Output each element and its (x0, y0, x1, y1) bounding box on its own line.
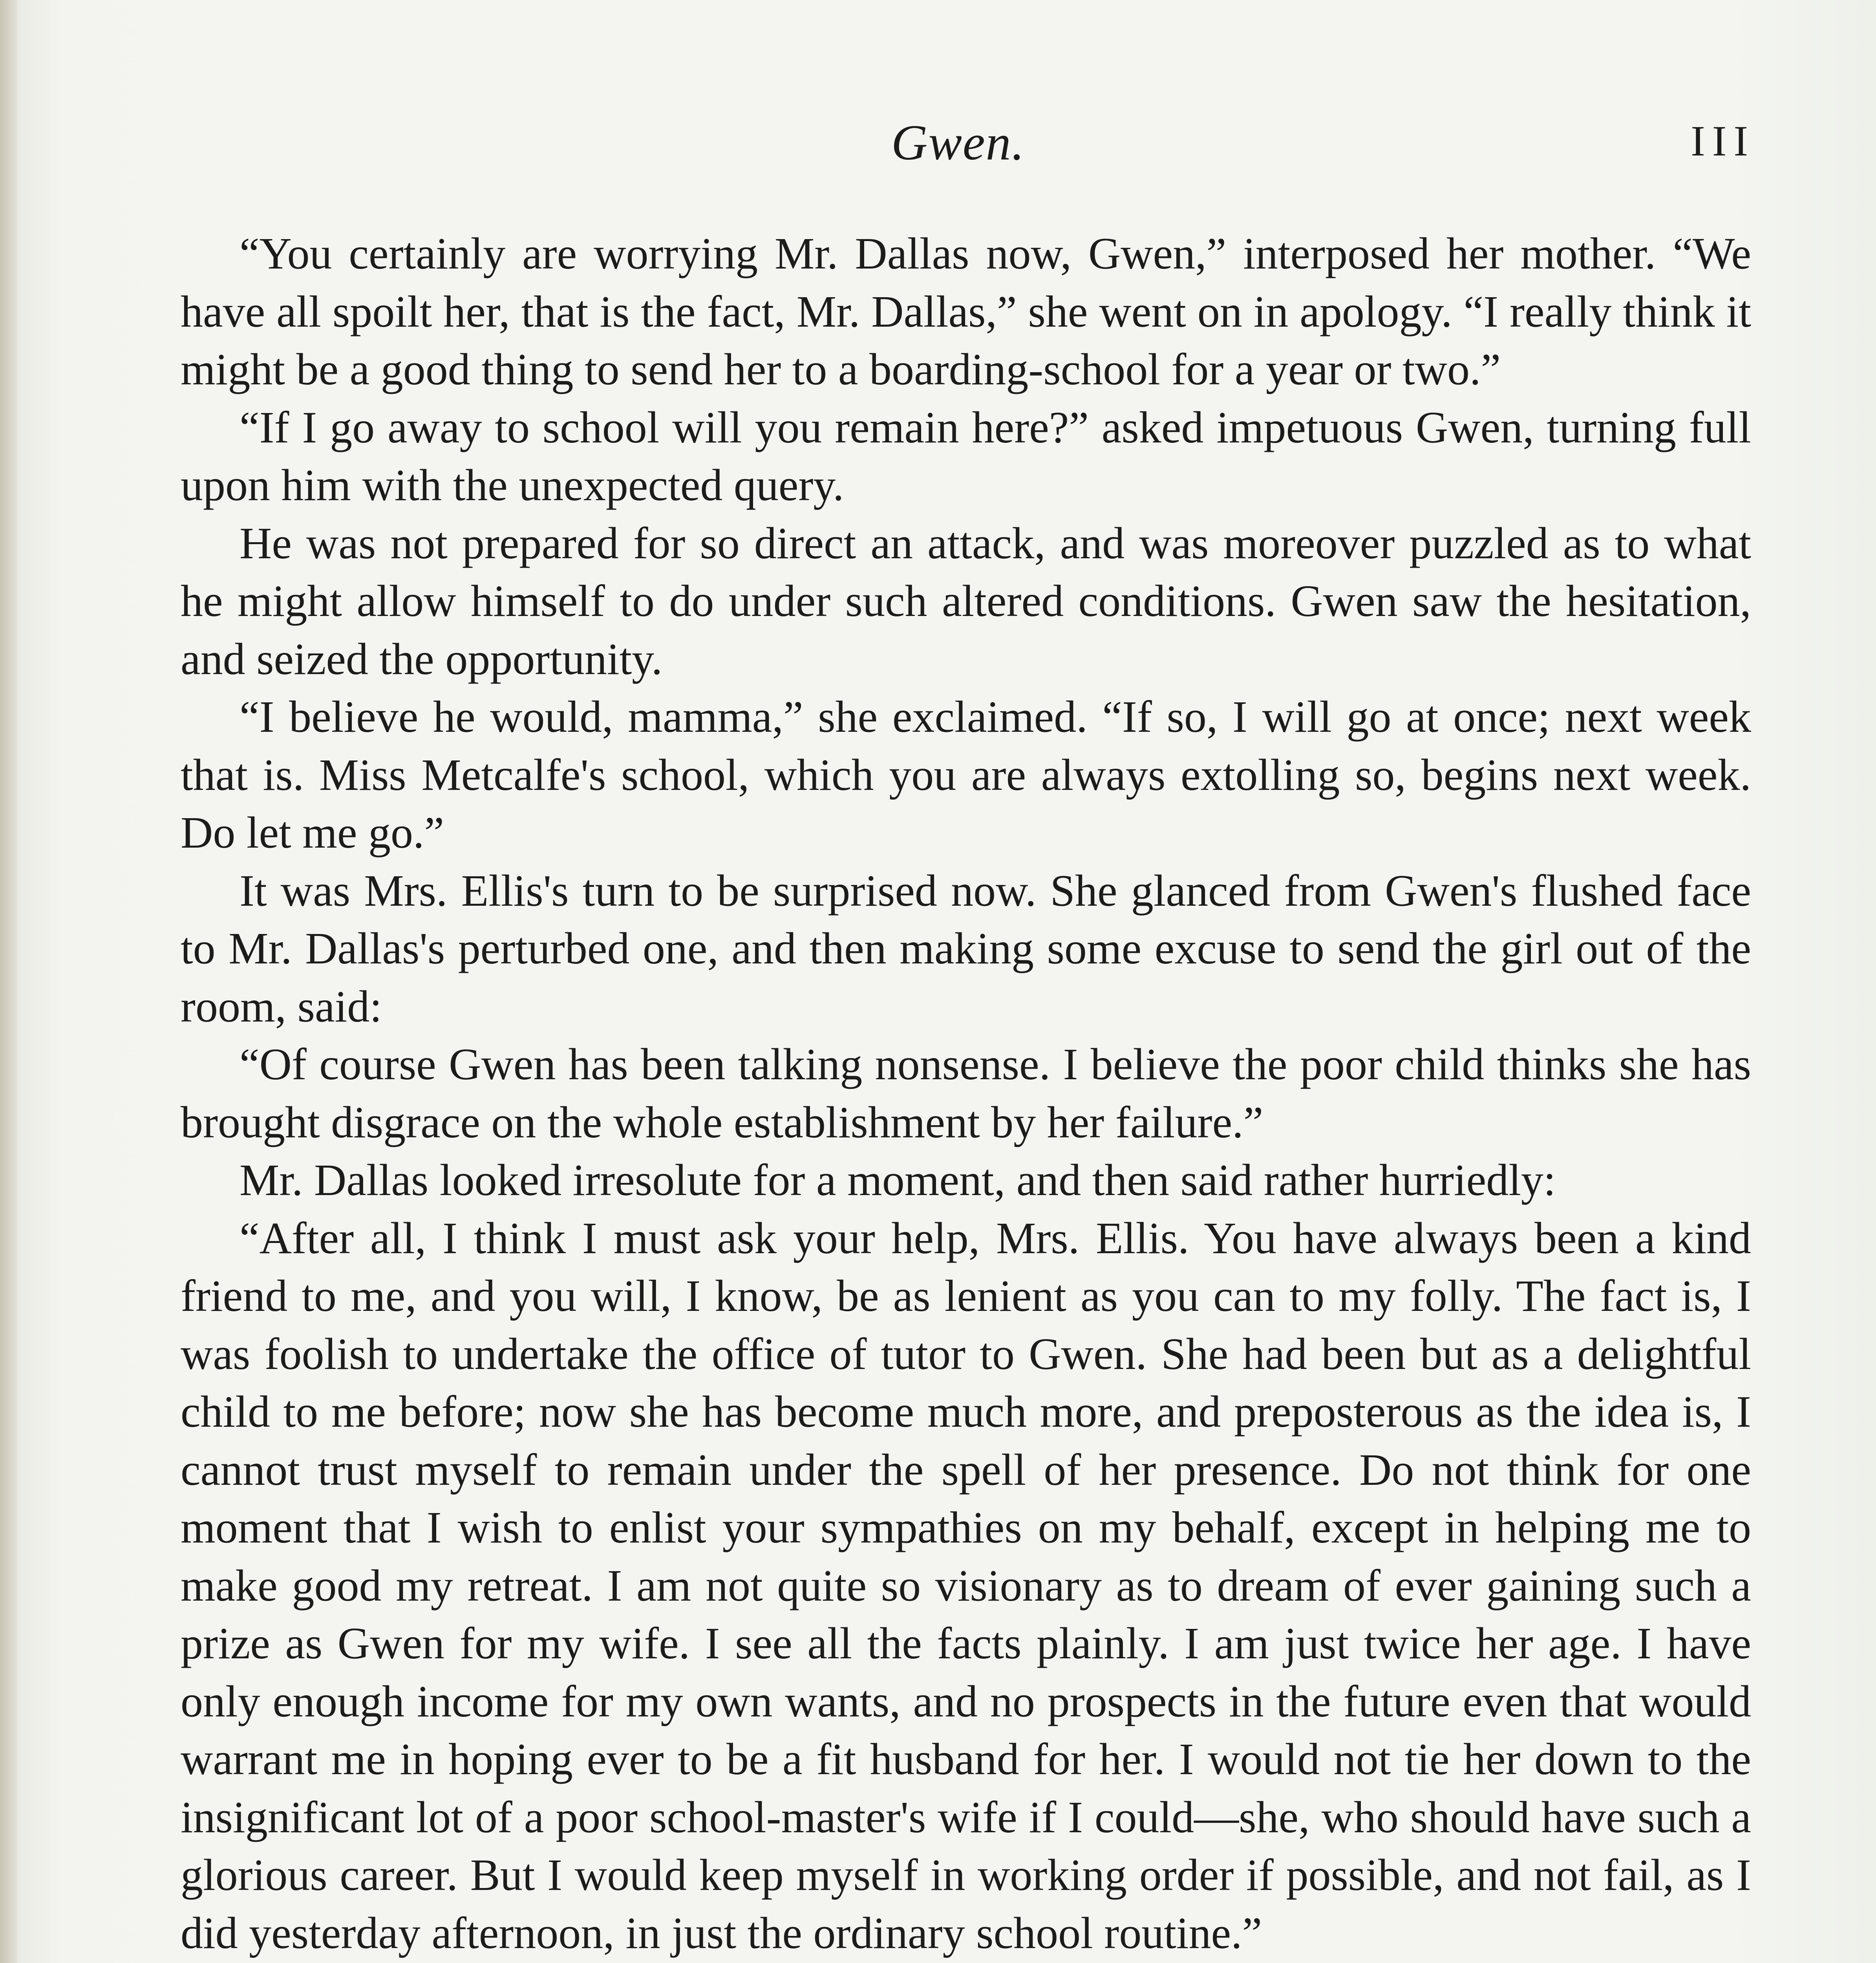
paragraph: “You certainly are worrying Mr. Dallas now, Gwen,” interposed her mother. “We have all spoilt her, that is the fact, Mr. Dallas,” she went on in apology. “I really think it might be a good thing to send her to a boarding-school for a year or two.” (181, 228, 1751, 394)
page-number: III (1691, 117, 1755, 165)
paragraph: He was not prepared for so direct an attack, and was moreover puzzled as to what he might allow himself to do under such altered conditions. Gwen saw the hesitation, and seized the opportunity. (181, 518, 1751, 684)
paragraph: “If I go away to school will you remain here?” asked impetuous Gwen, turning full upon him with the unexpected query. (181, 402, 1751, 510)
paragraph: “Of course Gwen has been talking nonsense. I believe the poor child thinks she has brought disgrace on the whole establishment by her failure.” (181, 1039, 1751, 1147)
page-header (185, 114, 1755, 185)
paragraph: “I believe he would, mamma,” she exclaimed. “If so, I will go at once; next week that is. Miss Metcalfe's school, which you are always extolling so, begins next week. Do let me go.” (181, 692, 1751, 857)
paragraph: “After all, I think I must ask your help, Mrs. Ellis. You have always been a kind friend to me, and you will, I know, be as lenient as you can to my folly. The fact is, I was foolish to undertake the office of tutor to Gwen. She had been but as a delightful child to me before; now she has become much more, and preposterous as the idea is, I cannot trust myself to remain under the spell of her presence. Do not think for one moment that I wish to enlist your sympathies on my behalf, except in helping me to make good my retreat. I am not quite so visionary as to dream of ever gaining such a prize as Gwen for my wife. I see all the facts plainly. I am just twice her age. I have only enough income for my own wants, and no prospects in the future even that would warrant me in hoping ever to be a fit husband for her. I would not tie her down to the insignificant lot of a poor school-master's wife if I could—she, who should have such a glorious career. But I would keep myself in working order if possible, and not fail, as I did yesterday afternoon, in just the ordinary school routine.” (181, 1213, 1751, 1958)
page-edge-shadow (0, 0, 17, 1963)
running-title: Gwen. (891, 115, 1025, 170)
paragraph: It was Mrs. Ellis's turn to be surprised now. She glanced from Gwen's flushed face to Mr. Dallas's perturbed one, and then making some excuse to send the girl out of the room, said: (181, 865, 1751, 1031)
paragraph: Mr. Dallas looked irresolute for a moment, and then said rather hurriedly: (240, 1155, 1556, 1205)
body-text (181, 225, 1751, 1963)
